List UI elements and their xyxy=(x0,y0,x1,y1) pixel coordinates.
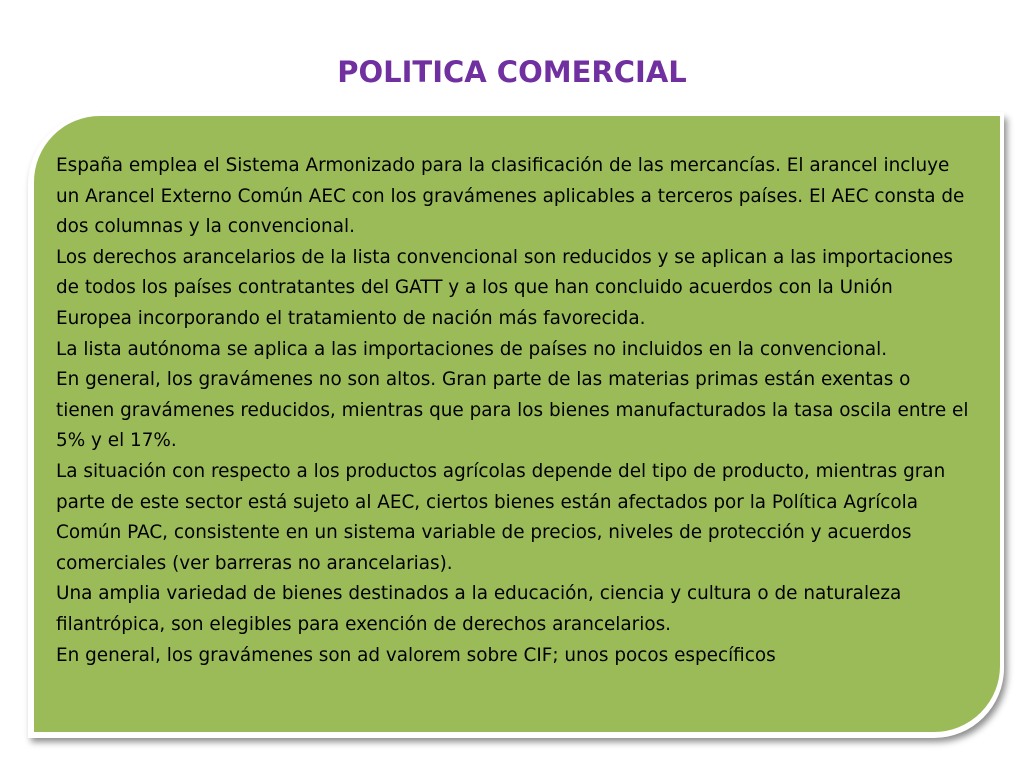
slide-title: POLITICA COMERCIAL xyxy=(337,55,687,89)
paragraph-2: Los derechos arancelarios de la lista convencional son reducidos y se aplican a las importaciones de todos los países contratantes del GATT y a los que han concluido acuerdos con la Unión Europea incorporando el tratamiento de nación más favorecida. xyxy=(56,246,953,329)
paragraph-3: La lista autónoma se aplica a las importaciones de países no incluidos en la convencional. xyxy=(56,338,888,360)
content-text xyxy=(56,151,974,671)
slide-title-container xyxy=(0,54,1024,90)
paragraph-1: España emplea el Sistema Armonizado para la clasificación de las mercancías. El arancel incluye un Arancel Externo Común AEC con los gravámenes aplicables a terceros países. El AEC consta de dos columnas y la convencional. xyxy=(56,155,965,238)
paragraph-6: Una amplia variedad de bienes destinados a la educación, ciencia y cultura o de naturaleza filantrópica, son elegibles para exención de derechos arancelarios. xyxy=(56,583,902,635)
paragraph-4: En general, los gravámenes no son altos. Gran parte de las materias primas están exentas o tienen gravámenes reducidos, mientras que para los bienes manufacturados la tasa oscila entre el 5% y el 17%. xyxy=(56,369,969,452)
paragraph-5: La situación con respecto a los productos agrícolas depende del tipo de producto, mientras gran parte de este sector está sujeto al AEC, ciertos bienes están afectados por la Política Agrícola Común PAC, consistente en un sistema variable de precios, niveles de protección y acuerdos comerciales (ver barreras no arancelarias). xyxy=(56,460,946,574)
paragraph-7: En general, los gravámenes son ad valorem sobre CIF; unos pocos específicos xyxy=(56,644,776,666)
